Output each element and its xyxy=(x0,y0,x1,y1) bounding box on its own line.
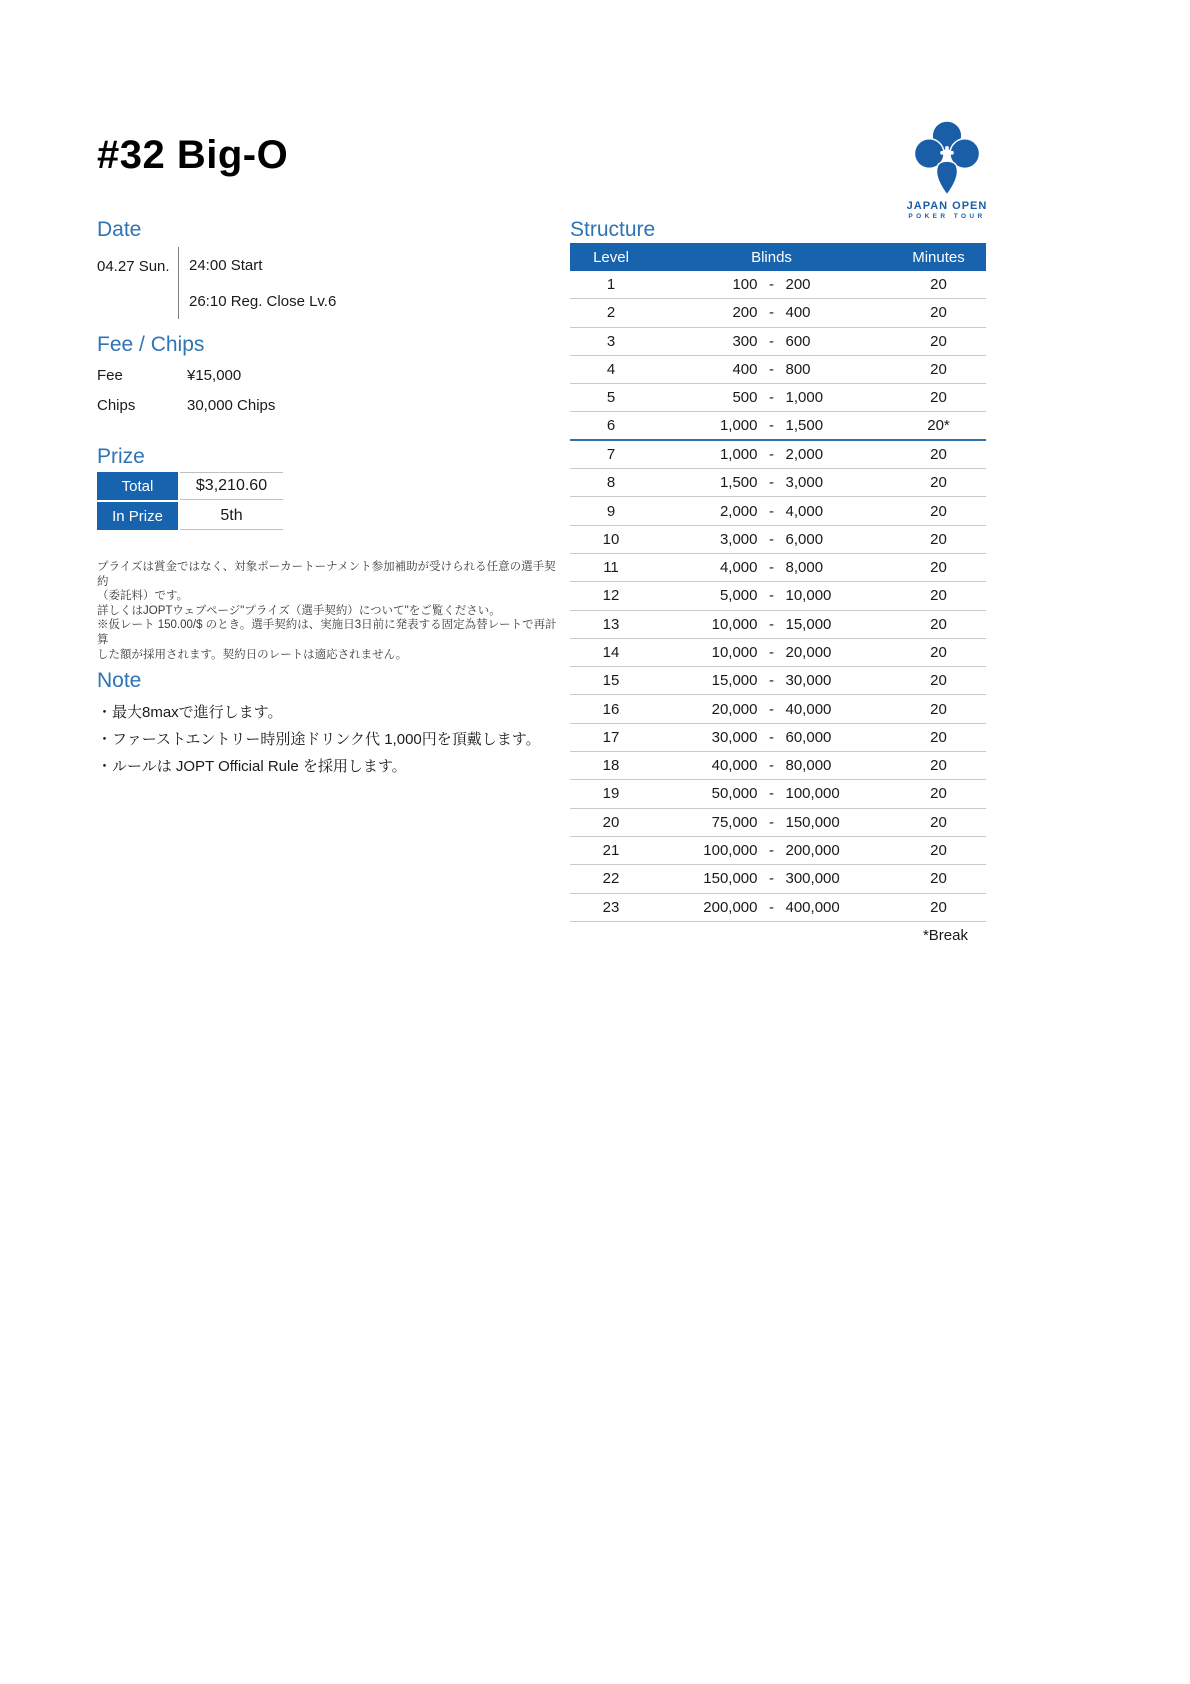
fee-label: Fee xyxy=(97,367,123,384)
level-cell: 5 xyxy=(606,389,616,407)
structure-row xyxy=(570,469,986,497)
blinds-cell xyxy=(652,389,891,406)
small-blind: 100,000 xyxy=(703,842,758,860)
big-blind: 80,000 xyxy=(785,757,832,775)
level-cell: 16 xyxy=(602,700,620,718)
structure-row xyxy=(570,412,986,440)
minutes-cell: 20 xyxy=(930,304,947,322)
header-level: Level xyxy=(593,248,629,266)
blinds-cell xyxy=(652,757,891,774)
blinds-cell xyxy=(652,842,891,859)
structure-section xyxy=(570,217,986,944)
level-cell: 4 xyxy=(606,361,616,379)
minutes-cell: 20 xyxy=(930,615,947,633)
small-blind: 20,000 xyxy=(711,700,758,718)
big-blind: 100,000 xyxy=(785,785,840,803)
blinds-dash: - xyxy=(769,445,774,463)
structure-row xyxy=(570,695,986,723)
disclaimer-line: プライズは賞金ではなく、対象ポーカートーナメント参加補助が受けられる任意の選手契約 xyxy=(97,561,556,588)
logo-text-line1: JAPAN OPEN xyxy=(906,200,988,212)
blinds-cell xyxy=(652,474,891,491)
prize-heading: Prize xyxy=(97,445,145,468)
big-blind: 800 xyxy=(785,361,811,379)
note-heading: Note xyxy=(97,669,142,692)
prize-table xyxy=(97,472,537,530)
big-blind: 300,000 xyxy=(785,870,840,888)
big-blind: 400,000 xyxy=(785,898,840,916)
small-blind: 400 xyxy=(732,361,758,379)
level-cell: 3 xyxy=(606,332,616,350)
structure-table-header xyxy=(570,243,986,271)
note-section xyxy=(97,668,557,780)
date-regclose-time: 26:10 Reg. Close Lv.6 xyxy=(189,293,337,310)
chips-row xyxy=(97,397,537,414)
level-cell: 7 xyxy=(606,445,616,463)
structure-row xyxy=(570,837,986,865)
structure-row xyxy=(570,299,986,327)
structure-row xyxy=(570,497,986,525)
small-blind: 100 xyxy=(732,276,758,294)
blinds-dash: - xyxy=(769,615,774,633)
minutes-cell: 20 xyxy=(930,700,947,718)
level-cell: 13 xyxy=(602,615,620,633)
minutes-cell: 20 xyxy=(930,870,947,888)
level-cell: 18 xyxy=(602,757,620,775)
big-blind: 8,000 xyxy=(785,559,824,577)
big-blind: 2,000 xyxy=(785,445,824,463)
header-blinds: Blinds xyxy=(751,248,792,266)
chips-value: 30,000 Chips xyxy=(187,397,276,414)
level-cell: 11 xyxy=(603,559,619,577)
big-blind: 200,000 xyxy=(785,842,840,860)
prize-total-label: Total xyxy=(97,472,178,500)
blinds-dash: - xyxy=(769,813,774,831)
minutes-cell: 20 xyxy=(930,728,947,746)
blinds-cell xyxy=(652,531,891,548)
blinds-cell xyxy=(652,417,891,434)
big-blind: 4,000 xyxy=(785,502,824,520)
blinds-dash: - xyxy=(769,672,774,690)
small-blind: 300 xyxy=(732,332,758,350)
prize-inprize-row xyxy=(97,502,537,530)
date-table xyxy=(97,247,537,319)
blinds-cell xyxy=(652,701,891,718)
blinds-dash: - xyxy=(769,417,774,435)
small-blind: 500 xyxy=(732,389,758,407)
small-blind: 40,000 xyxy=(711,757,758,775)
blinds-dash: - xyxy=(769,785,774,803)
big-blind: 400 xyxy=(785,304,811,322)
level-cell: 19 xyxy=(602,785,620,803)
level-cell: 1 xyxy=(606,276,616,294)
structure-table-body xyxy=(570,271,986,922)
minutes-cell: 20* xyxy=(927,417,950,435)
structure-row xyxy=(570,809,986,837)
structure-heading: Structure xyxy=(570,218,656,241)
note-item: ・ルールは JOPT Official Rule を採用します。 xyxy=(97,758,407,775)
structure-row xyxy=(570,271,986,299)
blinds-dash: - xyxy=(769,700,774,718)
small-blind: 10,000 xyxy=(711,644,758,661)
blinds-cell xyxy=(652,785,891,802)
level-cell: 12 xyxy=(602,587,620,605)
level-cell: 20 xyxy=(602,813,620,831)
structure-row xyxy=(570,384,986,412)
minutes-cell: 20 xyxy=(930,757,947,775)
blinds-dash: - xyxy=(769,559,774,577)
big-blind: 6,000 xyxy=(785,530,824,548)
minutes-cell: 20 xyxy=(930,813,947,831)
minutes-cell: 20 xyxy=(930,530,947,548)
minutes-cell: 20 xyxy=(930,389,947,407)
small-blind: 150,000 xyxy=(703,870,758,888)
header-minutes: Minutes xyxy=(912,248,965,266)
clover-icon xyxy=(910,118,984,198)
big-blind: 60,000 xyxy=(785,728,832,746)
blinds-cell xyxy=(652,361,891,378)
level-cell: 15 xyxy=(602,672,620,690)
structure-row xyxy=(570,441,986,469)
small-blind: 3,000 xyxy=(719,530,758,548)
blinds-dash: - xyxy=(769,530,774,548)
date-day: 04.27 Sun. xyxy=(97,258,170,275)
minutes-cell: 20 xyxy=(930,644,947,661)
big-blind: 150,000 xyxy=(785,813,840,831)
structure-row xyxy=(570,667,986,695)
big-blind: 600 xyxy=(785,332,811,350)
structure-row xyxy=(570,865,986,893)
structure-row xyxy=(570,752,986,780)
disclaimer-line: ※仮レート 150.00/$ のとき。選手契約は、実施日3日前に発表する固定為替レートで再計算 xyxy=(97,619,557,646)
blinds-dash: - xyxy=(769,898,774,916)
date-section xyxy=(97,217,537,319)
small-blind: 5,000 xyxy=(719,587,758,605)
structure-row xyxy=(570,639,986,667)
blinds-dash: - xyxy=(769,644,774,661)
small-blind: 30,000 xyxy=(711,728,758,746)
disclaimer-line: した額が採用されます。契約日のレートは適応されません。 xyxy=(97,648,408,661)
chips-label: Chips xyxy=(97,397,136,414)
structure-row xyxy=(570,894,986,922)
structure-row xyxy=(570,526,986,554)
small-blind: 4,000 xyxy=(719,559,758,577)
small-blind: 75,000 xyxy=(711,813,758,831)
structure-row xyxy=(570,724,986,752)
fee-value: ¥15,000 xyxy=(187,367,242,384)
blinds-cell xyxy=(652,870,891,887)
blinds-dash: - xyxy=(769,842,774,860)
big-blind: 30,000 xyxy=(785,672,832,690)
minutes-cell: 20 xyxy=(930,559,947,577)
small-blind: 2,000 xyxy=(719,502,758,520)
small-blind: 10,000 xyxy=(711,615,758,633)
small-blind: 200 xyxy=(732,304,758,322)
blinds-dash: - xyxy=(769,276,774,294)
blinds-cell xyxy=(652,672,891,689)
big-blind: 1,000 xyxy=(785,389,824,407)
blinds-cell xyxy=(652,729,891,746)
blinds-cell xyxy=(652,644,891,661)
blinds-dash: - xyxy=(769,728,774,746)
blinds-dash: - xyxy=(769,332,774,350)
structure-row xyxy=(570,582,986,610)
level-cell: 6 xyxy=(606,417,616,435)
big-blind: 15,000 xyxy=(785,615,832,633)
logo-text-line2: POKER TOUR xyxy=(908,213,986,220)
date-start-time: 24:00 Start xyxy=(189,257,263,274)
minutes-cell: 20 xyxy=(930,587,947,605)
big-blind: 3,000 xyxy=(785,474,824,492)
fee-chips-section xyxy=(97,332,537,427)
level-cell: 14 xyxy=(602,644,620,661)
minutes-cell: 20 xyxy=(930,842,947,860)
prize-section xyxy=(97,444,537,532)
structure-row xyxy=(570,554,986,582)
small-blind: 1,500 xyxy=(719,474,758,492)
level-cell: 22 xyxy=(602,870,620,888)
minutes-cell: 20 xyxy=(930,474,947,492)
prize-total-value: $3,210.60 xyxy=(180,472,283,500)
prize-total-row xyxy=(97,472,537,500)
level-cell: 9 xyxy=(606,502,616,520)
disclaimer-line: 詳しくはJOPTウェブページ"プライズ（選手契約）について"をご覧ください。 xyxy=(97,604,501,617)
blinds-dash: - xyxy=(769,502,774,520)
blinds-dash: - xyxy=(769,361,774,379)
blinds-cell xyxy=(652,503,891,520)
blinds-dash: - xyxy=(769,389,774,407)
minutes-cell: 20 xyxy=(930,361,947,379)
blinds-dash: - xyxy=(769,587,774,605)
big-blind: 1,500 xyxy=(785,417,824,435)
date-heading: Date xyxy=(97,218,142,241)
note-item: ・最大8maxで進行します。 xyxy=(97,704,283,721)
date-times xyxy=(179,247,336,319)
fee-row xyxy=(97,367,537,384)
minutes-cell: 20 xyxy=(930,898,947,916)
jopt-logo xyxy=(899,118,995,220)
level-cell: 8 xyxy=(606,474,616,492)
blinds-cell xyxy=(652,587,891,604)
small-blind: 1,000 xyxy=(719,417,758,435)
structure-row xyxy=(570,356,986,384)
blinds-cell xyxy=(652,304,891,321)
small-blind: 50,000 xyxy=(711,785,758,803)
structure-row xyxy=(570,780,986,808)
minutes-cell: 20 xyxy=(930,445,947,463)
prize-disclaimer xyxy=(97,560,557,662)
minutes-cell: 20 xyxy=(930,502,947,520)
minutes-cell: 20 xyxy=(930,332,947,350)
small-blind: 15,000 xyxy=(711,672,758,690)
fee-chips-heading: Fee / Chips xyxy=(97,333,205,356)
structure-row xyxy=(570,328,986,356)
blinds-cell xyxy=(652,276,891,293)
minutes-cell: 20 xyxy=(930,276,947,294)
prize-inprize-value: 5th xyxy=(180,502,283,530)
blinds-dash: - xyxy=(769,757,774,775)
blinds-cell xyxy=(652,899,891,916)
small-blind: 200,000 xyxy=(703,898,758,916)
level-cell: 17 xyxy=(602,728,620,746)
page-title: #32 Big-O xyxy=(97,133,289,177)
small-blind: 1,000 xyxy=(719,445,758,463)
minutes-cell: 20 xyxy=(930,672,947,690)
level-cell: 23 xyxy=(602,898,620,916)
blinds-cell xyxy=(652,616,891,633)
break-footnote: *Break xyxy=(922,926,968,944)
structure-row xyxy=(570,611,986,639)
level-cell: 2 xyxy=(606,304,616,322)
minutes-cell: 20 xyxy=(930,785,947,803)
level-cell: 10 xyxy=(602,530,620,548)
blinds-cell xyxy=(652,446,891,463)
level-cell: 21 xyxy=(602,842,620,860)
blinds-dash: - xyxy=(769,304,774,322)
blinds-dash: - xyxy=(769,870,774,888)
note-items xyxy=(97,699,557,780)
blinds-cell xyxy=(652,814,891,831)
big-blind: 20,000 xyxy=(785,644,832,661)
prize-inprize-label: In Prize xyxy=(97,502,178,530)
disclaimer-line: （委託料）です。 xyxy=(97,590,189,603)
fee-chips-rows xyxy=(97,367,537,414)
big-blind: 200 xyxy=(785,276,811,294)
blinds-dash: - xyxy=(769,474,774,492)
blinds-cell xyxy=(652,333,891,350)
big-blind: 10,000 xyxy=(785,587,832,605)
big-blind: 40,000 xyxy=(785,700,832,718)
blinds-cell xyxy=(652,559,891,576)
note-item: ・ファーストエントリー時別途ドリンク代 1,000円を頂戴します。 xyxy=(97,731,541,748)
